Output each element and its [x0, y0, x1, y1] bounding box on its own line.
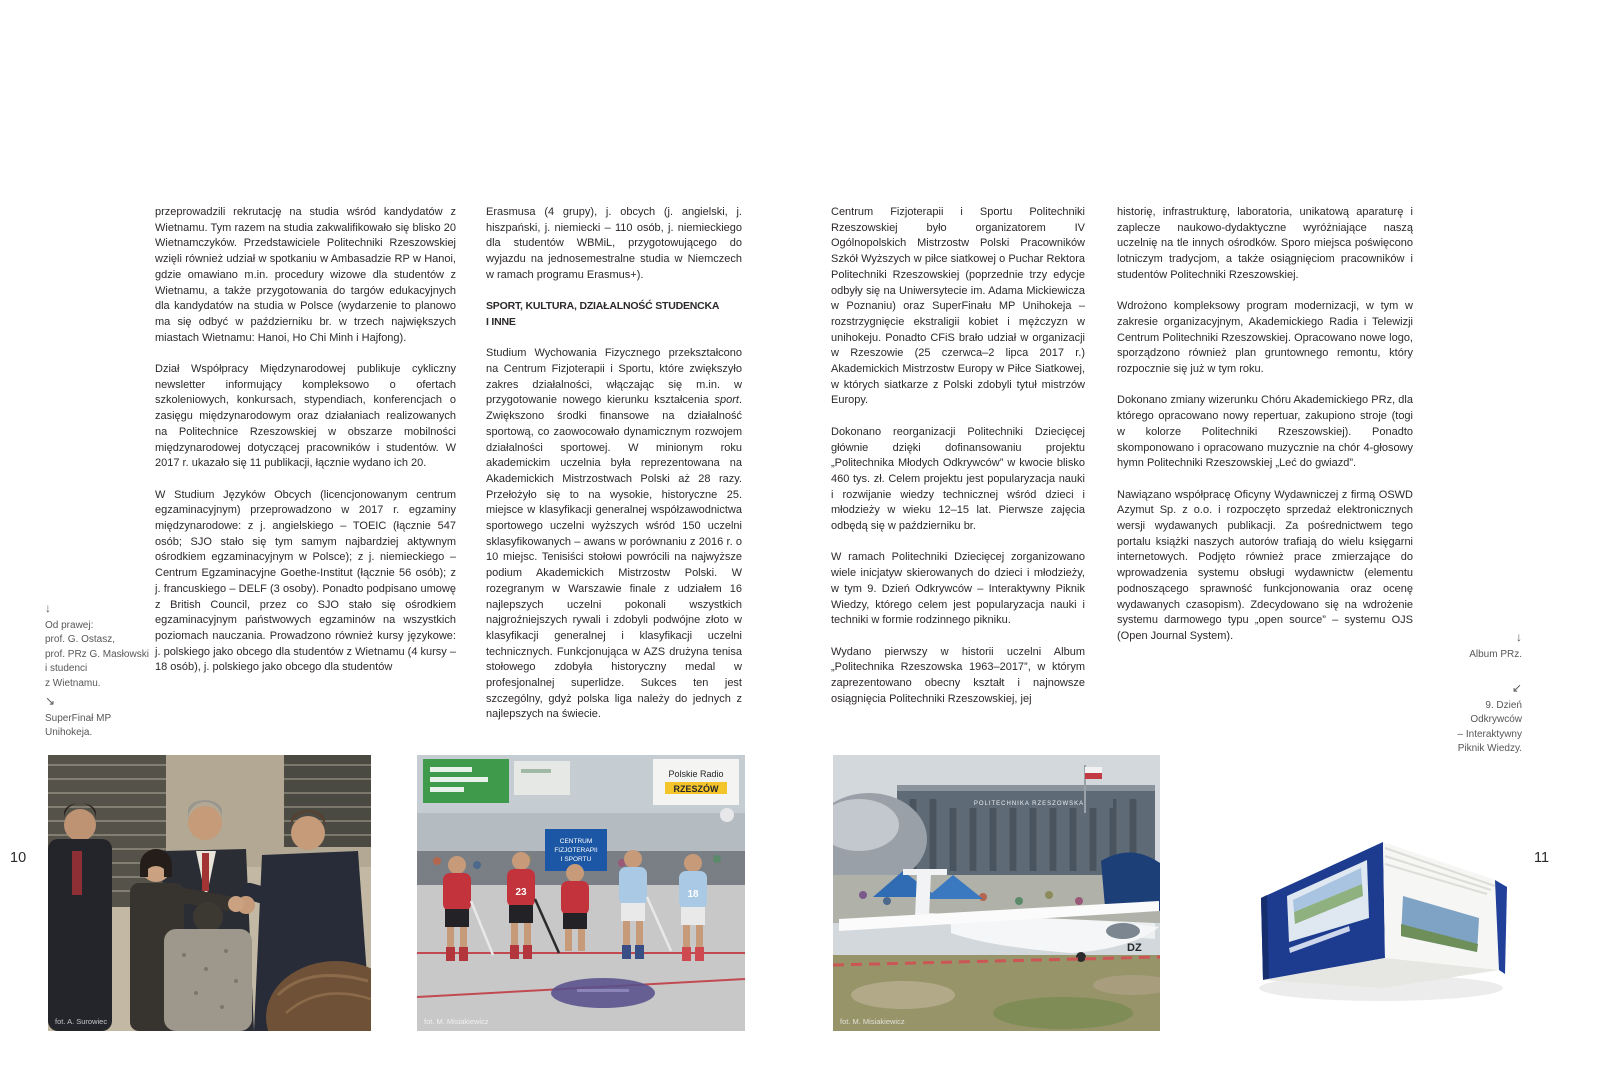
section-heading-line: I INNE: [486, 315, 516, 328]
margin-note-superfinal: [45, 694, 163, 741]
section-heading: [486, 299, 742, 330]
photo-album-book: [1233, 790, 1523, 1020]
paragraph: Dział Współpracy Międzynarodowej publikuje cykliczny newsletter informujący kompleksowo o ofertach szkoleniowych, konkursach, stypendiach, konferencjach o zasięgu międzynarodowym oraz działaniach realizowanych na Politechnice Rzeszowskiej w obszarze mobilności międzynarodowej dotyczącej pracowników i studentów. W 2017 r. ukazało się 11 publikacji, łącznie wydano ich 20.: [155, 363, 456, 470]
paragraph-text: . Zwiększono środki finansowe na działalność sportową, co zaowocowało dynamicznym rozwojem działalności sportowej. W minionym roku akademickim uczelnia była reprezentowana na Akademickich Mistrzostwach Polski aż 28 razy. Przełożyło się to na wysokie, historyczne 25. miejsce w klasyfikacji generalnej współzawodnictwa sportowego uczelni wyższych wśród 150 uczelni sklasyfikowanych – awans w porównaniu z 2016 r. o 10 miejsc. Tenisiści stołowi powrócili na najwyższe podium Akademickich Mistrzostw Polski. W rozegranym w Warszawie finale z udziałem 16 najlepszych uczelni pokonali wszystkich najgroźniejszych rywali i zdobyli podwójne złoto w klasyfikacji generalnej i klasyfikacji uczelni technicznych. Funkcjonująca w AZS drużyna tenisa stołowego zdobyła historyczny medal w profesjonalnej superlidze. Sukces ten jest szczególny, gdyż polska liga należy do jednych z najlepszych na świecie.: [486, 394, 742, 721]
paragraph: historię, infrastrukturę, laboratoria, unikatową aparaturę i zaplecze naukowo-dydaktyczne wyróżniające naszą uczelnię na tle innych ośrodków. Sporo miejsca poświęcono lotniczym tradycjom, a także osiągnięciom pracowników i studentów Politechniki Rzeszowskiej.: [1117, 206, 1413, 281]
paragraph: Dokonano zmiany wizerunku Chóru Akademickiego PRz, dla którego opracowano nowy repertuar, zakupiono stroje (togi w kolorze Politechniki Rzeszowskiej). Ponadto skomponowano i opracowano muzycznie na chór 4-głosowy hymn Politechniki Rzeszowskiej „Leć do gwiazd”.: [1117, 394, 1413, 470]
radio-banner-line1: Polskie Radio: [668, 769, 724, 779]
paragraph: Wdrożono kompleksowy program modernizacji, w tym w zakresie organizacyjnym, Akademickiego Radia i Telewizji Centrum Politechniki Rzeszowskiej. Opracowano nowe logo, sporządzono również plan gruntownego remontu, który rozpocznie się już w tym roku.: [1117, 300, 1413, 376]
page-number-left: 10: [10, 850, 27, 866]
paragraph: Nawiązano współpracę Oficyny Wydawniczej z firmą OSWD Azymut Sp. z o.o. i rozpoczęto sprzedaż elektronicznych wersji wydawanych publikacji. Za pośrednictwem tego portalu książki naszych autorów trafiają do wielu księgarni internetowych. Podjęto również prace zmierzające do wprowadzenia systemu obsługi wydawnictw (elementu podnoszącego sprawność funkcjonowania oraz ocenę wydawanych czasopism). Zdecydowano się na wdrożenie systemu darmowego typu „open source” – systemu OJS (Open Journal System).: [1117, 488, 1413, 642]
glider-picnic-image: [833, 755, 1160, 1031]
floorball-image: [417, 755, 745, 1031]
margin-note-piknik: [1398, 681, 1522, 757]
paragraph: Centrum Fizjoterapii i Sportu Politechniki Rzeszowskiej było organizatorem IV Ogólnopolskich Mistrzostw Polski Pracowników Szkół Wyższych w piłce siatkowej o Puchar Rektora Politechniki Rzeszowskiej (poprzednie trzy edycje odbyły się na Uniwersytecie im. Adama Mickiewicza w Poznaniu) oraz SuperFinału MP Unihokeja – rozstrzygnięcie ekstraligii kobiet i mężczyzn w unihokeju. Ponadto CFiS brało udział w organizacji w Rzeszowie (25 czerwca–2 lipca 2017 r.) Akademickich Mistrzostw Europy w Piłce Siatkowej, w których siatkarze z Polski zdobyli tytuł mistrzów Europy.: [831, 206, 1085, 407]
glider-marking: DZ: [1127, 942, 1142, 954]
photo-credit: fot. M. Misiakiewicz: [840, 1017, 905, 1026]
cfis-sign-line2: FIZJOTERAPII: [554, 847, 598, 854]
photo-award-ceremony: [48, 755, 371, 1031]
margin-note-text: Od prawej: prof. G. Ostasz, prof. PRz G. Masłowski i studenci z Wietnamu.: [45, 620, 149, 689]
text-column-1: [155, 205, 456, 692]
down-arrow-icon: ↓: [45, 601, 51, 615]
margin-note-album: [1398, 630, 1522, 662]
building-sign: POLITECHNIKA RZESZOWSKA: [973, 801, 1085, 807]
photo-credit: fot. M. Misiakiewicz: [424, 1017, 489, 1026]
text-column-2: [486, 205, 742, 739]
paragraph: przeprowadzili rekrutację na studia wśród kandydatów z Wietnamu. Tym razem na studia zakwalifikowało się blisko 20 Wietnamczyków. Przedstawiciele Politechniki Rzeszowskiej wzięli również udział w spotkaniu w Ambasadzie RP w Hanoi, gdzie omawiano m.in. procedury wizowe dla studentów z Wietnamu, a także przygotowania do targów edukacyjnych dla kandydatów na studia w Polsce (wydarzenie to planowo ma się odbyć w październiku br. w trzech największych miastach Wietnamu: Hanoi, Ho Chi Minh i Hajfong).: [155, 206, 456, 344]
paragraph: W ramach Politechniki Dziecięcej zorganizowano wiele inicjatyw skierowanych do dzieci i młodzieży, w tym 9. Dzień Odkrywców – Interaktywny Piknik Wiedzy, którego celem jest popularyzacja nauki i techniki w formie rodzinnego pikniku.: [831, 551, 1085, 627]
down-left-arrow-icon: ↙: [1511, 681, 1522, 695]
jersey-number: 23: [515, 887, 527, 898]
cfis-sign-line1: CENTRUM: [559, 838, 593, 845]
italic-term: sport: [714, 394, 739, 407]
photo-floorball-match: [417, 755, 745, 1031]
photo-glider-picnic: [833, 755, 1160, 1031]
page-number-right: 11: [1534, 850, 1550, 866]
down-right-arrow-icon: ↘: [45, 694, 56, 708]
award-ceremony-image: [48, 755, 371, 1031]
paragraph: W Studium Języków Obcych (licencjonowanym centrum egzaminacyjnym) przeprowadzono w 2017 r. egzaminy międzynarodowe: z j. angielskiego – TOEIC (łącznie 547 osób; SJO stało się tym samym najbardziej aktywnym ośrodkiem egzaminacyjnym w Polsce); z j. niemieckiego – Centrum Egzaminacyjne Goethe-Institut (łącznie 56 osób); z j. francuskiego – DELF (3 osoby). Ponadto podpisano umowę z British Council, przez co SJO stało się ośrodkiem egzaminacyjnym państwowych egzaminów na wszystkich poziomach nauczania. Prowadzono również kursy językowe: j. polskiego jako obcego dla studentów z Wietnamu (4 kursy – 18 osób), j. polskiego jako obcego dla studentów: [155, 488, 456, 674]
text-column-4: [1117, 205, 1413, 660]
paragraph: Wydano pierwszy w historii uczelni Album „Politechnika Rzeszowska 1963–2017”, w którym zaprezentowano obecny kształt i najnowsze osiągnięcia Politechniki Rzeszowskiej, jej: [831, 645, 1085, 705]
paragraph-text: Studium Wychowania Fizycznego przekształcono na Centrum Fizjoterapii i Sportu, które zwiększyło zakres działalności, włączając się m.in. w przygotowanie nowego kierunku kształcenia: [486, 347, 742, 407]
paragraph: Dokonano reorganizacji Politechniki Dziecięcej głównie dzięki dofinansowaniu projektu „Politechnika Młodych Odkrywców” w kwocie blisko 460 tys. zł. Celem projektu jest popularyzacja nauki i rozwijanie wiedzy technicznej wśród dzieci i młodzieży w wieku 12–15 lat. Pierwsze zajęcia odbędą się w październiku br.: [831, 425, 1085, 533]
jersey-number: 18: [687, 889, 699, 900]
album-book-image: [1233, 790, 1523, 1020]
paragraph: [486, 346, 742, 723]
margin-note-vietnam: [45, 601, 163, 691]
margin-note-text: SuperFinał MP Unihokeja.: [45, 713, 112, 739]
margin-note-text: 9. Dzień Odkrywców – Interaktywny Piknik Wiedzy.: [1457, 700, 1522, 755]
cfis-sign-line3: I SPORTU: [560, 856, 592, 863]
photo-credit: fot. A. Surowiec: [55, 1017, 108, 1026]
section-heading-line: SPORT, KULTURA, DZIAŁALNOŚĆ STUDENCKA: [486, 300, 720, 313]
paragraph: Erasmusa (4 grupy), j. obcych (j. angielski, j. hiszpański, j. niemiecki – 110 osób, j. niemieckiego dla studentów WBMiL, przygotowującego do wyjazdu na jednosemestralne studia w Niemczech w ramach programu Erasmus+).: [486, 206, 742, 281]
margin-note-text: Album PRz.: [1469, 649, 1522, 660]
down-arrow-icon: ↓: [1516, 630, 1522, 644]
radio-banner-line2: RZESZÓW: [673, 784, 719, 794]
text-column-3: [831, 205, 1085, 723]
